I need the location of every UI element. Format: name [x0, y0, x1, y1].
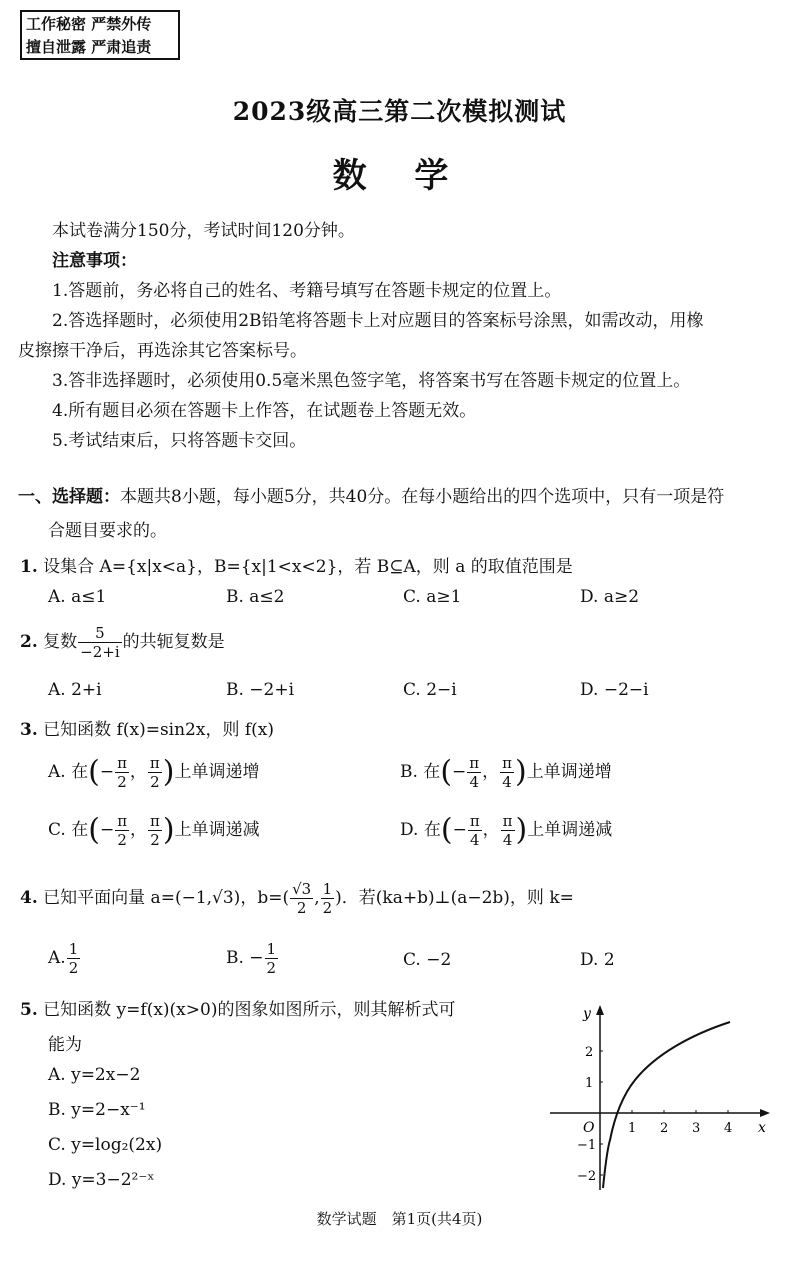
q2-frac-den: −2+i — [80, 643, 120, 661]
q3-b-comma: ， — [482, 762, 500, 782]
q2-option-d: D. −2−i — [580, 680, 649, 700]
origin-label: O — [583, 1120, 595, 1136]
confidential-stamp — [20, 10, 180, 60]
pi: π — [502, 754, 512, 772]
q1-option-c: C. a≥1 — [403, 587, 462, 607]
q4-option-a — [48, 940, 81, 977]
q3-a-rparen: ) — [162, 754, 175, 790]
note-1: 1.答题前，务必将自己的姓名、考籍号填写在答题卡规定的位置上。 — [52, 281, 562, 301]
q5-option-a: A. y=2x−2 — [48, 1065, 141, 1085]
numerator: 1 — [322, 880, 333, 898]
pi: π — [469, 812, 480, 830]
q3-b-lparen: ( — [440, 754, 453, 790]
q4-b-end: )．若(ka+b)⊥(a−2b)，则 k= — [335, 888, 574, 908]
q3-a-lparen: ( — [88, 754, 100, 790]
q3-d-rparen: ) — [515, 812, 528, 848]
q3-c-neg: − — [99, 820, 115, 840]
q3-b-rparen: ) — [515, 754, 527, 790]
question-1 — [20, 552, 573, 577]
q3-c-comma: ， — [130, 820, 148, 840]
q3-b-frac2 — [500, 754, 514, 791]
q3-a-frac1 — [115, 754, 129, 791]
notes-heading: 注意事项： — [52, 251, 137, 271]
pi: π — [150, 812, 160, 830]
q4-b-frac — [265, 940, 279, 977]
pi: π — [502, 812, 513, 830]
q3-b-frac1 — [467, 754, 481, 791]
q3-option-b — [400, 754, 612, 791]
pi: π — [117, 754, 127, 772]
q1-number: 1. — [20, 557, 38, 577]
q4-option-c: C. −2 — [403, 950, 452, 970]
pi: π — [149, 754, 160, 772]
note-2b: 皮擦擦干净后，再选涂其它答案标号。 — [18, 341, 307, 361]
q5-option-c: C. y=log₂(2x) — [48, 1135, 163, 1155]
subject-title: 数 学 — [332, 156, 467, 196]
q3-option-d — [400, 812, 612, 849]
q3-option-a — [48, 754, 260, 791]
intro-line: 本试卷满分150分，考试时间120分钟。 — [52, 221, 355, 241]
note-2a: 2.答选择题时，必须使用2B铅笔将答题卡上对应题目的答案标号涂黑，如需改动，用橡 — [52, 311, 704, 331]
denominator: 2 — [150, 773, 160, 791]
q3-d-prefix: D. 在 — [400, 820, 441, 840]
denominator: 4 — [469, 831, 480, 849]
y-axis-label: y — [583, 1006, 591, 1022]
y-tick-label: 2 — [585, 1045, 594, 1060]
q3-d-comma: ， — [482, 820, 500, 840]
stamp-line-1: 工作秘密 严禁外传 — [26, 15, 152, 33]
q3-option-c — [48, 812, 260, 849]
q3-c-frac1 — [115, 812, 129, 849]
note-5: 5.考试结束后，只将答题卡交回。 — [52, 431, 307, 451]
q2-option-b: B. −2+i — [226, 680, 295, 700]
q5-number: 5. — [20, 1000, 38, 1020]
q3-a-prefix: A. 在 — [48, 762, 89, 782]
q4-a-part: 已知平面向量 a=(−1,√3)，b=( — [43, 888, 290, 908]
x-axis-arrow — [760, 1109, 770, 1117]
page-footer: 数学试题 第1页(共4页) — [316, 1210, 483, 1228]
note-3: 3.答非选择题时，必须使用0.5毫米黑色签字笔，将答案书写在答题卡规定的位置上。 — [52, 371, 691, 391]
q2-pre: 复数 — [43, 632, 78, 652]
q1-option-d: D. a≥2 — [580, 587, 640, 607]
y-axis-arrow — [596, 1005, 604, 1015]
function-curve — [603, 1022, 733, 1188]
q1-text: 设集合 A={x|x<a}，B={x|1<x<2}，若 B⊆A，则 a 的取值范围是 — [43, 557, 573, 577]
q3-a-neg: − — [99, 762, 115, 782]
q3-d-neg: − — [452, 820, 467, 840]
q3-a-increasing: 上单调递增 — [174, 762, 260, 782]
section-label: 一、选择题： — [18, 487, 120, 507]
denominator: 2 — [117, 831, 127, 849]
q4-option-b — [226, 940, 279, 977]
q3-d-frac2 — [501, 812, 515, 849]
q4-option-d: D. 2 — [580, 950, 615, 970]
q3-a-comma: ， — [129, 762, 147, 782]
q3-c-rparen: ) — [162, 812, 175, 848]
q3-a-frac2 — [148, 754, 162, 791]
q3-c-prefix: C. 在 — [48, 820, 89, 840]
q4-number: 4. — [20, 888, 38, 908]
q2-post: 的共轭复数是 — [122, 632, 225, 652]
q2-fraction — [78, 624, 121, 661]
section-text-b: 合题目要求的。 — [48, 521, 167, 541]
denominator: 4 — [469, 773, 479, 791]
q2-frac-num: 5 — [78, 624, 121, 643]
x-axis-label: x — [758, 1120, 766, 1136]
q3-d-decreasing: 上单调递减 — [527, 820, 613, 840]
pi: π — [469, 754, 480, 772]
q3-c-frac2 — [148, 812, 162, 849]
q2-option-a: A. 2+i — [48, 680, 102, 700]
q5-option-d: D. y=3−2²⁻ˣ — [48, 1170, 155, 1190]
question-2 — [20, 624, 225, 661]
question-4: 4. 已知平面向量 a=(−1,√3)，b=( $\frac{√3}{2}$ , $\frac{1}{2}$ )．若(ka+b)⊥(a−2b)，则 k= — [20, 880, 574, 917]
q4-frac-sqrt3-over-2 — [290, 880, 313, 917]
q5-text-a: 已知函数 y=f(x)(x>0)的图象如图所示，则其解析式可 — [43, 1000, 456, 1020]
y-tick-label: 1 — [585, 1076, 594, 1091]
q3-c-decreasing: 上单调递减 — [174, 820, 260, 840]
x-tick-label: 4 — [724, 1121, 733, 1136]
q4-a-prefix: A. — [48, 948, 66, 968]
q3-d-lparen: ( — [440, 812, 453, 848]
q3-d-frac1 — [468, 812, 482, 849]
pi: π — [117, 812, 128, 830]
section-heading — [18, 482, 724, 507]
q3-text: 已知函数 f(x)=sin2x，则 f(x) — [43, 720, 275, 740]
denominator: 4 — [502, 831, 513, 849]
q1-option-b: B. a≤2 — [226, 587, 285, 607]
y-tick-label: −1 — [577, 1138, 597, 1153]
denominator: 4 — [502, 773, 512, 791]
y-tick-label: −2 — [577, 1169, 597, 1184]
stamp-line-2: 擅自泄露 严肃追责 — [26, 38, 152, 56]
note-4: 4.所有题目必须在答题卡上作答，在试题卷上答题无效。 — [52, 401, 477, 421]
denominator: 2 — [68, 959, 79, 977]
numerator: √3 — [292, 880, 312, 898]
q3-number: 3. — [20, 720, 38, 740]
question-5 — [20, 995, 455, 1020]
x-tick-label: 2 — [660, 1121, 669, 1136]
q4-b-prefix: B. − — [226, 948, 264, 968]
q5-text-b: 能为 — [48, 1035, 82, 1055]
q3-b-prefix: B. 在 — [400, 762, 441, 782]
q1-option-a: A. a≤1 — [48, 587, 107, 607]
section-text-a: 本题共8小题，每小题5分，共40分。在每小题给出的四个选项中，只有一项是符 — [120, 487, 725, 507]
q4-a-frac — [67, 940, 81, 977]
q4-frac-1-over-2 — [321, 880, 335, 917]
q3-c-lparen: ( — [88, 812, 100, 848]
denominator: 2 — [117, 773, 127, 791]
exam-title: 2023级高三第二次模拟测试 — [232, 97, 567, 126]
numerator: 1 — [68, 940, 79, 958]
q5-option-b: B. y=2−x⁻¹ — [48, 1100, 146, 1120]
denominator: 2 — [266, 959, 277, 977]
denominator: 2 — [150, 831, 160, 849]
q3-b-increasing: 上单调递增 — [526, 762, 612, 782]
q2-number: 2. — [20, 632, 38, 652]
x-tick-label: 1 — [628, 1121, 637, 1136]
denominator: 2 — [322, 899, 333, 917]
denominator: 2 — [296, 899, 307, 917]
q3-b-neg: − — [452, 762, 467, 782]
question-3 — [20, 715, 274, 740]
numerator: 1 — [266, 940, 277, 958]
x-tick-label: 3 — [692, 1121, 701, 1136]
function-graph — [545, 1000, 780, 1195]
q2-option-c: C. 2−i — [403, 680, 457, 700]
